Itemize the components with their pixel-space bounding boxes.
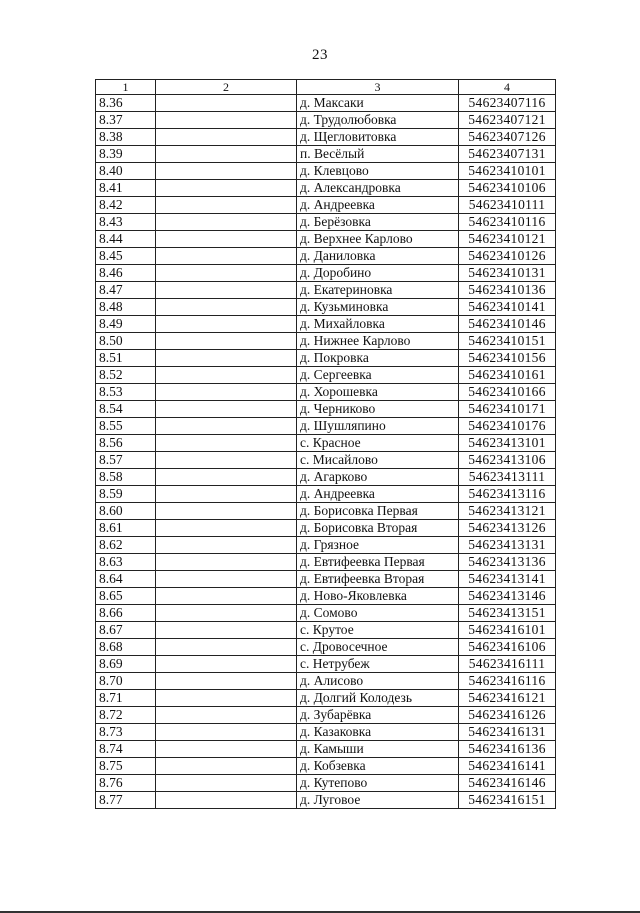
settlement-name-cell: д. Агарково [297, 469, 459, 486]
table-row [96, 146, 556, 163]
oktmo-code-cell: 54623413151 [459, 605, 556, 622]
row-number-cell: 8.77 [96, 792, 156, 809]
oktmo-code-cell: 54623407121 [459, 112, 556, 129]
oktmo-code-cell: 54623413111 [459, 469, 556, 486]
oktmo-code-cell: 54623413121 [459, 503, 556, 520]
column-2-cell [156, 146, 297, 163]
column-2-cell [156, 282, 297, 299]
column-2-cell [156, 758, 297, 775]
row-number-cell: 8.37 [96, 112, 156, 129]
column-2-cell [156, 588, 297, 605]
settlement-name-cell: д. Доробино [297, 265, 459, 282]
oktmo-code-cell: 54623416111 [459, 656, 556, 673]
column-2-cell [156, 180, 297, 197]
oktmo-code-cell: 54623416106 [459, 639, 556, 656]
settlement-name-cell: д. Верхнее Карлово [297, 231, 459, 248]
table-row [96, 724, 556, 741]
row-number-cell: 8.58 [96, 469, 156, 486]
oktmo-code-cell: 54623416151 [459, 792, 556, 809]
settlement-name-cell: с. Мисайлово [297, 452, 459, 469]
row-number-cell: 8.70 [96, 673, 156, 690]
column-2-cell [156, 639, 297, 656]
oktmo-code-cell: 54623413116 [459, 486, 556, 503]
column-2-cell [156, 333, 297, 350]
table-header-row [96, 80, 556, 95]
settlement-name-cell: д. Кузьминовка [297, 299, 459, 316]
table-row [96, 180, 556, 197]
row-number-cell: 8.39 [96, 146, 156, 163]
oktmo-code-cell: 54623410171 [459, 401, 556, 418]
table-row [96, 554, 556, 571]
settlement-name-cell: д. Александровка [297, 180, 459, 197]
oktmo-code-cell: 54623410101 [459, 163, 556, 180]
column-header: 4 [459, 80, 556, 95]
column-2-cell [156, 724, 297, 741]
row-number-cell: 8.67 [96, 622, 156, 639]
oktmo-code-cell: 54623416146 [459, 775, 556, 792]
column-2-cell [156, 265, 297, 282]
oktmo-code-cell: 54623410136 [459, 282, 556, 299]
oktmo-code-cell: 54623413146 [459, 588, 556, 605]
oktmo-code-cell: 54623407131 [459, 146, 556, 163]
column-2-cell [156, 316, 297, 333]
row-number-cell: 8.72 [96, 707, 156, 724]
oktmo-code-cell: 54623410131 [459, 265, 556, 282]
column-2-cell [156, 605, 297, 622]
row-number-cell: 8.41 [96, 180, 156, 197]
oktmo-code-cell: 54623413136 [459, 554, 556, 571]
column-2-cell [156, 503, 297, 520]
settlement-name-cell: с. Дровосечное [297, 639, 459, 656]
row-number-cell: 8.47 [96, 282, 156, 299]
row-number-cell: 8.60 [96, 503, 156, 520]
column-2-cell [156, 741, 297, 758]
settlement-name-cell: д. Екатериновка [297, 282, 459, 299]
oktmo-code-cell: 54623410166 [459, 384, 556, 401]
oktmo-code-cell: 54623416131 [459, 724, 556, 741]
table-row [96, 775, 556, 792]
column-2-cell [156, 452, 297, 469]
oktmo-code-cell: 54623416136 [459, 741, 556, 758]
row-number-cell: 8.71 [96, 690, 156, 707]
table-row [96, 316, 556, 333]
row-number-cell: 8.50 [96, 333, 156, 350]
oktmo-code-cell: 54623410121 [459, 231, 556, 248]
table-row [96, 537, 556, 554]
settlement-name-cell: д. Щегловитовка [297, 129, 459, 146]
settlement-name-cell: д. Сомово [297, 605, 459, 622]
table-row [96, 503, 556, 520]
settlement-name-cell: д. Михайловка [297, 316, 459, 333]
column-2-cell [156, 197, 297, 214]
table-row [96, 707, 556, 724]
table-body [96, 95, 556, 809]
table-row [96, 469, 556, 486]
row-number-cell: 8.75 [96, 758, 156, 775]
oktmo-code-cell: 54623410116 [459, 214, 556, 231]
oktmo-code-cell: 54623410146 [459, 316, 556, 333]
column-2-cell [156, 435, 297, 452]
table-row [96, 350, 556, 367]
row-number-cell: 8.53 [96, 384, 156, 401]
row-number-cell: 8.68 [96, 639, 156, 656]
column-2-cell [156, 469, 297, 486]
table-row [96, 418, 556, 435]
column-2-cell [156, 384, 297, 401]
row-number-cell: 8.44 [96, 231, 156, 248]
settlement-name-cell: д. Покровка [297, 350, 459, 367]
oktmo-code-cell: 54623410141 [459, 299, 556, 316]
table-row [96, 741, 556, 758]
settlement-name-cell: д. Шушляпино [297, 418, 459, 435]
row-number-cell: 8.61 [96, 520, 156, 537]
settlement-name-cell: д. Берёзовка [297, 214, 459, 231]
table-row [96, 622, 556, 639]
settlement-name-cell: с. Крутое [297, 622, 459, 639]
table-row [96, 690, 556, 707]
table-row [96, 452, 556, 469]
row-number-cell: 8.69 [96, 656, 156, 673]
settlement-name-cell: д. Клевцово [297, 163, 459, 180]
oktmo-code-cell: 54623410106 [459, 180, 556, 197]
row-number-cell: 8.48 [96, 299, 156, 316]
row-number-cell: 8.42 [96, 197, 156, 214]
column-2-cell [156, 775, 297, 792]
table-row [96, 758, 556, 775]
column-header: 2 [156, 80, 297, 95]
table-row [96, 95, 556, 112]
table-row [96, 656, 556, 673]
settlement-name-cell: д. Евтифеевка Первая [297, 554, 459, 571]
settlements-table [95, 79, 556, 809]
row-number-cell: 8.38 [96, 129, 156, 146]
settlement-name-cell: д. Черниково [297, 401, 459, 418]
column-2-cell [156, 520, 297, 537]
column-2-cell [156, 129, 297, 146]
row-number-cell: 8.49 [96, 316, 156, 333]
column-2-cell [156, 299, 297, 316]
oktmo-code-cell: 54623410156 [459, 350, 556, 367]
table-row [96, 588, 556, 605]
row-number-cell: 8.74 [96, 741, 156, 758]
table-row [96, 231, 556, 248]
column-2-cell [156, 401, 297, 418]
column-2-cell [156, 231, 297, 248]
settlement-name-cell: д. Кобзевка [297, 758, 459, 775]
oktmo-code-cell: 54623416101 [459, 622, 556, 639]
oktmo-code-cell: 54623416121 [459, 690, 556, 707]
row-number-cell: 8.45 [96, 248, 156, 265]
settlement-name-cell: д. Ново-Яковлевка [297, 588, 459, 605]
column-2-cell [156, 367, 297, 384]
row-number-cell: 8.54 [96, 401, 156, 418]
row-number-cell: 8.73 [96, 724, 156, 741]
column-2-cell [156, 112, 297, 129]
table-row [96, 197, 556, 214]
row-number-cell: 8.40 [96, 163, 156, 180]
settlement-name-cell: д. Зубарёвка [297, 707, 459, 724]
column-2-cell [156, 537, 297, 554]
table-row [96, 520, 556, 537]
settlement-name-cell: д. Грязное [297, 537, 459, 554]
row-number-cell: 8.51 [96, 350, 156, 367]
settlement-name-cell: д. Андреевка [297, 486, 459, 503]
settlement-name-cell: д. Казаковка [297, 724, 459, 741]
table-row [96, 639, 556, 656]
page-number: 23 [312, 47, 328, 63]
table-row [96, 248, 556, 265]
table-row [96, 486, 556, 503]
settlement-name-cell: с. Нетрубеж [297, 656, 459, 673]
row-number-cell: 8.36 [96, 95, 156, 112]
column-header: 3 [297, 80, 459, 95]
settlement-name-cell: д. Андреевка [297, 197, 459, 214]
oktmo-code-cell: 54623413106 [459, 452, 556, 469]
row-number-cell: 8.52 [96, 367, 156, 384]
column-header: 1 [96, 80, 156, 95]
row-number-cell: 8.64 [96, 571, 156, 588]
settlement-name-cell: д. Даниловка [297, 248, 459, 265]
row-number-cell: 8.56 [96, 435, 156, 452]
settlement-name-cell: д. Луговое [297, 792, 459, 809]
column-2-cell [156, 163, 297, 180]
row-number-cell: 8.59 [96, 486, 156, 503]
table-row [96, 401, 556, 418]
column-2-cell [156, 792, 297, 809]
settlement-name-cell: д. Борисовка Первая [297, 503, 459, 520]
table-row [96, 282, 556, 299]
settlement-name-cell: д. Кутепово [297, 775, 459, 792]
row-number-cell: 8.63 [96, 554, 156, 571]
oktmo-code-cell: 54623410111 [459, 197, 556, 214]
oktmo-code-cell: 54623410126 [459, 248, 556, 265]
column-2-cell [156, 214, 297, 231]
settlement-name-cell: д. Максаки [297, 95, 459, 112]
table-row [96, 673, 556, 690]
oktmo-code-cell: 54623413101 [459, 435, 556, 452]
table-row [96, 163, 556, 180]
column-2-cell [156, 673, 297, 690]
oktmo-code-cell: 54623416116 [459, 673, 556, 690]
column-2-cell [156, 554, 297, 571]
table-row [96, 367, 556, 384]
oktmo-code-cell: 54623413141 [459, 571, 556, 588]
row-number-cell: 8.43 [96, 214, 156, 231]
column-2-cell [156, 350, 297, 367]
oktmo-code-cell: 54623407116 [459, 95, 556, 112]
table-row [96, 333, 556, 350]
table-row [96, 112, 556, 129]
table-row [96, 214, 556, 231]
settlement-name-cell: д. Долгий Колодезь [297, 690, 459, 707]
table-row [96, 384, 556, 401]
settlement-name-cell: д. Евтифеевка Вторая [297, 571, 459, 588]
column-2-cell [156, 622, 297, 639]
table-row [96, 435, 556, 452]
oktmo-code-cell: 54623407126 [459, 129, 556, 146]
oktmo-code-cell: 54623413131 [459, 537, 556, 554]
oktmo-code-cell: 54623413126 [459, 520, 556, 537]
settlement-name-cell: д. Нижнее Карлово [297, 333, 459, 350]
settlement-name-cell: д. Камыши [297, 741, 459, 758]
row-number-cell: 8.65 [96, 588, 156, 605]
settlement-name-cell: д. Сергеевка [297, 367, 459, 384]
settlement-name-cell: д. Хорошевка [297, 384, 459, 401]
row-number-cell: 8.62 [96, 537, 156, 554]
column-2-cell [156, 571, 297, 588]
table-row [96, 792, 556, 809]
row-number-cell: 8.46 [96, 265, 156, 282]
table-row [96, 265, 556, 282]
row-number-cell: 8.66 [96, 605, 156, 622]
settlement-name-cell: д. Алисово [297, 673, 459, 690]
oktmo-code-cell: 54623410176 [459, 418, 556, 435]
settlement-name-cell: с. Красное [297, 435, 459, 452]
oktmo-code-cell: 54623410151 [459, 333, 556, 350]
oktmo-code-cell: 54623416126 [459, 707, 556, 724]
row-number-cell: 8.55 [96, 418, 156, 435]
table-row [96, 571, 556, 588]
oktmo-code-cell: 54623416141 [459, 758, 556, 775]
column-2-cell [156, 418, 297, 435]
table-row [96, 129, 556, 146]
row-number-cell: 8.57 [96, 452, 156, 469]
oktmo-code-cell: 54623410161 [459, 367, 556, 384]
column-2-cell [156, 248, 297, 265]
column-2-cell [156, 486, 297, 503]
settlement-name-cell: п. Весёлый [297, 146, 459, 163]
column-2-cell [156, 707, 297, 724]
table-row [96, 299, 556, 316]
column-2-cell [156, 95, 297, 112]
column-2-cell [156, 656, 297, 673]
row-number-cell: 8.76 [96, 775, 156, 792]
settlement-name-cell: д. Трудолюбовка [297, 112, 459, 129]
settlement-name-cell: д. Борисовка Вторая [297, 520, 459, 537]
column-2-cell [156, 690, 297, 707]
table-row [96, 605, 556, 622]
